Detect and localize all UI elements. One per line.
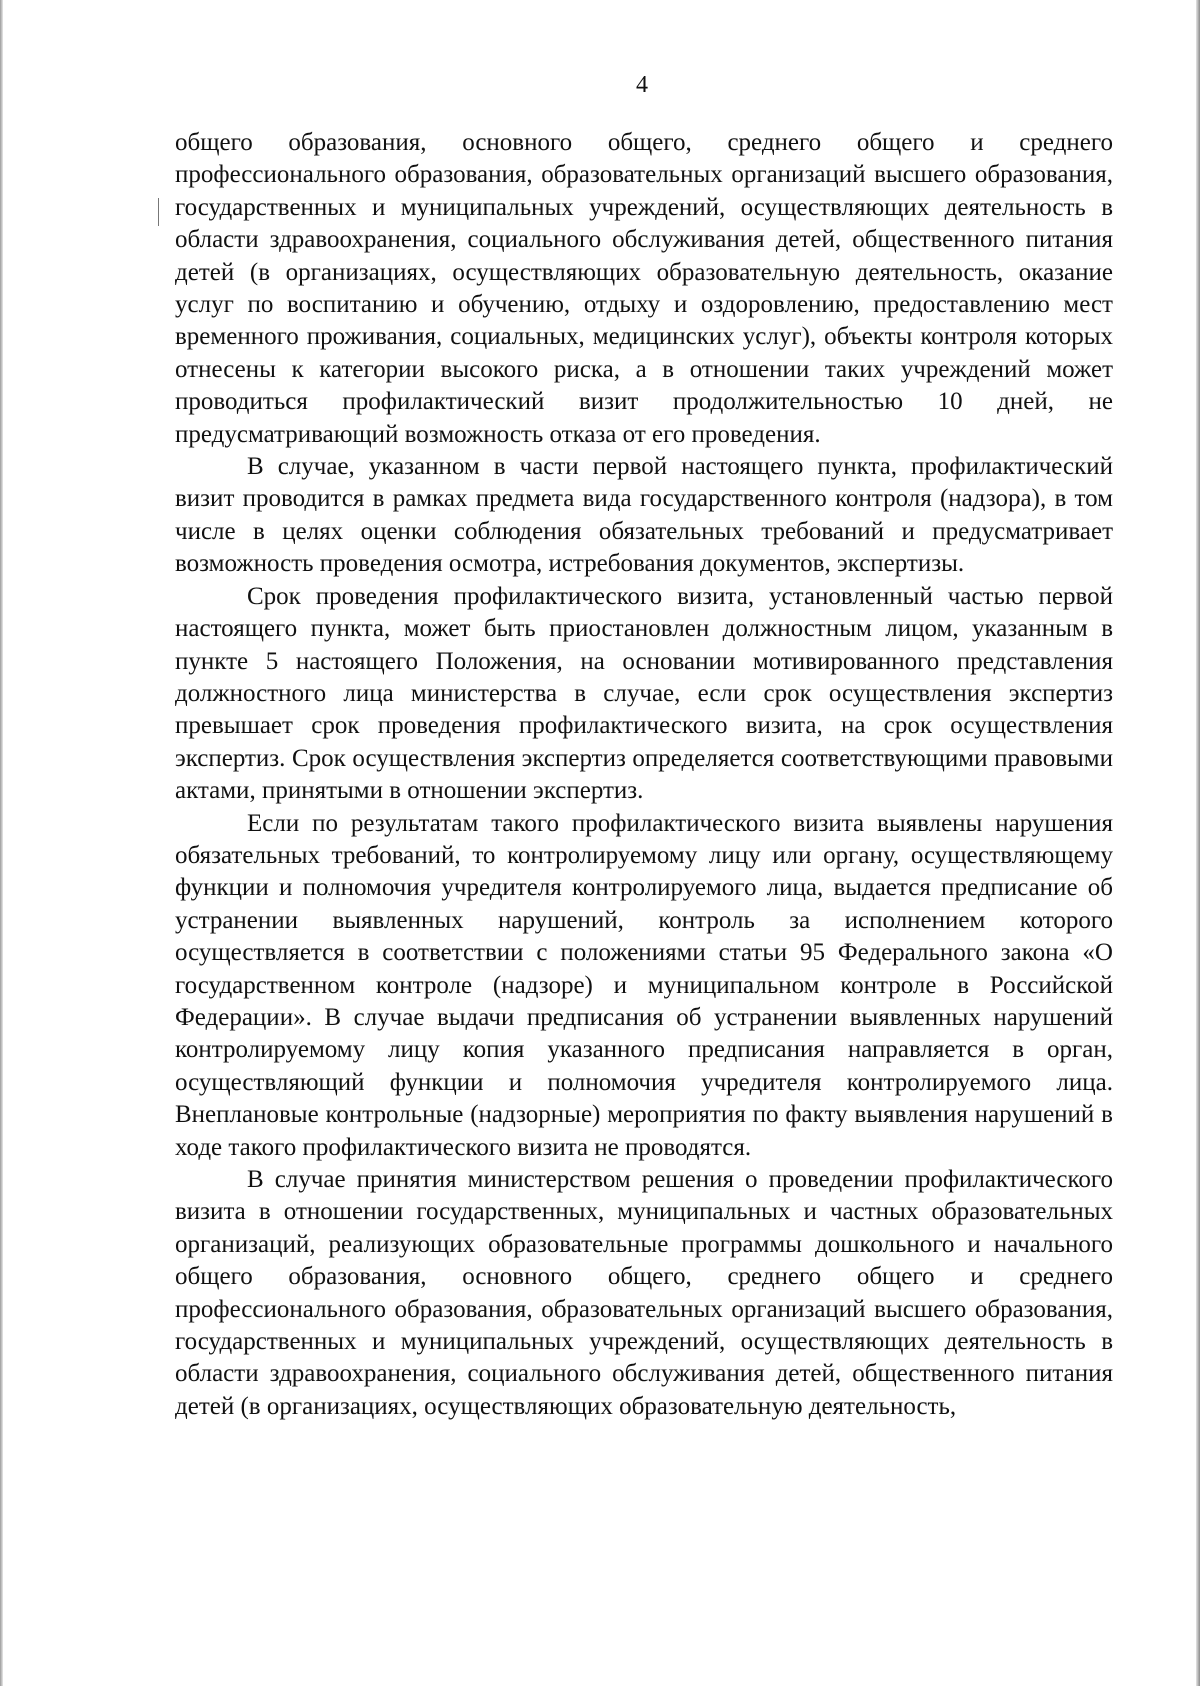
paragraph-visit-suspension: Срок проведения профилактического визита, установленный частью первой настоящего пункта, может быть приостановлен должностным лицом, указанным в пункте 5 настоящего Положения, на основании мотивированного представления должностного лица министерства в случае, если срок осуществления экспертиз превышает срок проведения профилактического визита, на срок осуществления экспертиз. Срок осуществления экспертиз определяется соответствующими правовыми актами, принятыми в отношении экспертиз.: [175, 582, 1113, 805]
paragraph-ministry-decision: В случае принятия министерством решения о проведении профилактического визита в отношении государственных, муниципальных и частных образовательных организаций, реализующих образовательные программы дошкольного и начального общего образования, основного общего, среднего общего и среднего профессионального образования, образовательных организаций высшего образования, государственных и муниципальных учреждений, осуществляющих деятельность в области здравоохранения, социального обслуживания детей, общественного питания детей (в организациях, осуществляющих образовательную деятельность,: [175, 1166, 1113, 1420]
document-body: [175, 127, 1113, 1423]
margin-mark: [158, 198, 159, 226]
paragraph-continuation: общего образования, основного общего, среднего общего и среднего профессионального образования, образовательных организаций высшего образования, государственных и муниципальных учреждений, осуществляющих деятельность в области здравоохранения, социального обслуживания детей, общественного питания детей (в организациях, осуществляющих образовательную деятельность, оказание услуг по воспитанию и обучению, отдыху и оздоровлению, предоставлению мест временного проживания, социальных, медицинских услуг), объекты контроля которых отнесены к категории высокого риска, а в отношении таких учреждений может проводиться профилактический визит продолжительностью 10 дней, не предусматривающий возможность отказа от его проведения.: [175, 129, 1113, 448]
scan-edge-right: [1196, 0, 1200, 1686]
scan-edge-left: [0, 0, 3, 1686]
page-number: 4: [636, 72, 648, 98]
paragraph-profilactic-visit-scope: В случае, указанном в части первой настоящего пункта, профилактический визит проводится в рамках предмета вида государственного контроля (надзора), в том числе в целях оценки соблюдения обязательных требований и предусматривает возможность проведения осмотра, истребования документов, экспертизы.: [175, 453, 1113, 578]
paragraph-violations-prescription: Если по результатам такого профилактического визита выявлены нарушения обязательных требований, то контролируемому лицу или органу, осуществляющему функции и полномочия учредителя контролируемого лица, выдается предписание об устранении выявленных нарушений, контроль за исполнением которого осуществляется в соответствии с положениями статьи 95 Федерального закона «О государственном контроле (надзоре) и муниципальном контроле в Российской Федерации». В случае выдачи предписания об устранении выявленных нарушений контролируемому лицу копия указанного предписания направляется в орган, осуществляющий функции и полномочия учредителя контролируемого лица. Внеплановые контрольные (надзорные) мероприятия по факту выявления нарушений в ходе такого профилактического визита не проводятся.: [175, 809, 1113, 1161]
